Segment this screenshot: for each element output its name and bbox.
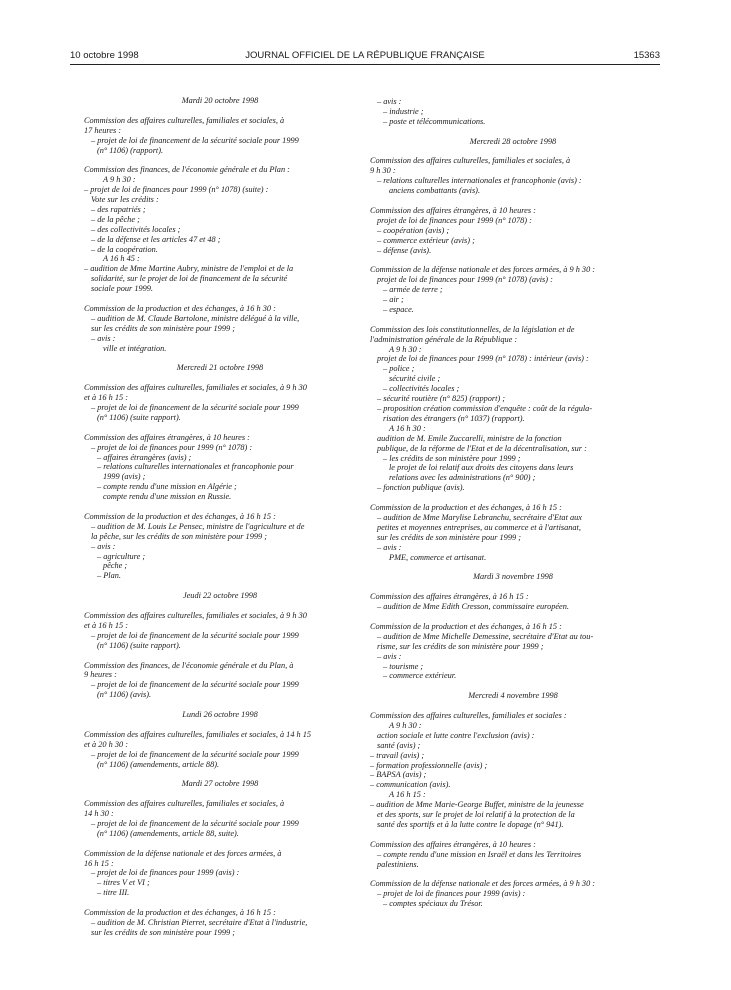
agenda-line: Commission des affaires culturelles, familiales et sociales, à 14 h 15 — [84, 729, 312, 739]
agenda-line: – communication (avis). — [370, 780, 451, 790]
journal-title: JOURNAL OFFICIEL DE LA RÉPUBLIQUE FRANÇAISE — [245, 50, 485, 61]
agenda-line: – audition de Mme Marie-George Buffet, ministre de la jeunesse — [370, 800, 584, 810]
left-column — [84, 96, 356, 938]
date-heading: Jeudi 22 octobre 1998 — [182, 591, 258, 601]
agenda-line: publique, de la réforme de l'Etat et de la décentralisation, sur : — [377, 443, 587, 453]
header-rule — [70, 64, 660, 65]
agenda-line: – commerce extérieur (avis) ; — [377, 235, 475, 245]
date-heading: Mardi 3 novembre 1998 — [473, 572, 553, 582]
agenda-line: – BAPSA (avis) ; — [370, 770, 427, 780]
spacer — [84, 651, 356, 661]
agenda-line: A 9 h 30 : — [389, 720, 422, 730]
agenda-line: – industrie ; — [383, 106, 424, 116]
date-heading: Mardi 20 octobre 1998 — [181, 96, 259, 105]
agenda-line: – projet de loi de finances pour 1999 (avis) : — [377, 889, 526, 899]
agenda-line: et à 16 h 15 : — [84, 620, 129, 630]
agenda-line: Commission des affaires culturelles, familiales et sociales : — [370, 711, 567, 721]
agenda-line: – proposition création commission d'enquête : coût de la régula- — [377, 404, 593, 414]
agenda-line: A 16 h 45 : — [103, 254, 140, 264]
agenda-line: Commission des affaires culturelles, familiales et sociales, à — [84, 115, 285, 125]
agenda-line: 14 h 30 : — [84, 809, 114, 819]
agenda-line: A 16 h 15 : — [389, 790, 426, 800]
agenda-line: – défense (avis). — [377, 245, 432, 255]
agenda-line: projet de loi de finances pour 1999 (n° 1078) : — [377, 215, 532, 225]
agenda-line: A 16 h 30 : — [389, 423, 426, 433]
agenda-line: – audition de M. Louis Le Pensec, ministre de l'agriculture et de — [91, 521, 305, 531]
agenda-line: – audition de Mme Michelle Demessine, secrétaire d'Etat au tou- — [377, 631, 594, 641]
agenda-line: santé des sportifs et à la lutte contre le dopage (n° 941). — [377, 819, 564, 829]
agenda-line: – avis : — [91, 541, 116, 551]
agenda-line: 16 h 15 : — [84, 858, 114, 868]
spacer — [370, 255, 656, 265]
agenda-line: – air ; — [383, 295, 404, 305]
agenda-line: Commission de la production et des échanges, à 16 h 15 : — [84, 511, 276, 521]
agenda-line: Vote sur les crédits : — [91, 195, 159, 205]
agenda-line: 9 h 30 : — [370, 166, 396, 176]
agenda-line: – compte rendu d'une mission en Algérie ; — [97, 482, 237, 492]
agenda-line: sociale pour 1999. — [91, 284, 153, 294]
agenda-line: – poste et télécommunications. — [383, 116, 486, 126]
agenda-line: – avis : — [377, 542, 402, 552]
spacer — [370, 147, 656, 157]
agenda-line: action sociale et lutte contre l'exclusion (avis) : — [377, 730, 535, 740]
spacer — [84, 294, 356, 304]
page-number: 15363 — [633, 50, 660, 61]
spacer — [84, 502, 356, 512]
agenda-line: et à 20 h 30 : — [84, 739, 129, 749]
spacer — [84, 720, 356, 730]
agenda-line: – projet de loi de financement de la sécurité sociale pour 1999 — [91, 135, 299, 145]
agenda-line: – avis : — [377, 651, 402, 661]
agenda-line: – armée de terre ; — [383, 285, 443, 295]
agenda-line: – coopération (avis) ; — [377, 225, 450, 235]
agenda-line: Commission des affaires étrangères, à 16 h 15 : — [370, 592, 529, 602]
agenda-line: et à 16 h 15 : — [84, 393, 129, 403]
agenda-line: 17 heures : — [84, 125, 122, 135]
spacer — [84, 155, 356, 165]
agenda-line: Commission de la production et des échanges, à 16 h 15 : — [370, 621, 562, 631]
spacer — [84, 601, 356, 611]
agenda-line: – audition de Mme Marylise Lebranchu, secrétaire d'Etat aux — [377, 512, 582, 522]
agenda-line: – de la coopération. — [91, 244, 158, 254]
agenda-line: Commission des affaires étrangères, à 10 heures : — [370, 839, 536, 849]
agenda-line: projet de loi de finances pour 1999 (n° 1078) (avis) : — [377, 275, 553, 285]
issue-date: 10 octobre 1998 — [70, 50, 139, 61]
spacer — [370, 493, 656, 503]
agenda-line: Commission de la défense nationale et des forces armées, à 9 h 30 : — [370, 265, 596, 275]
agenda-line: – avis : — [91, 333, 116, 343]
date-heading: Mercredi 28 octobre 1998 — [469, 136, 557, 146]
agenda-line: – des collectivités locales ; — [91, 224, 181, 234]
spacer — [84, 354, 356, 364]
agenda-line: projet de loi de finances pour 1999 (n° 1078) : intérieur (avis) : — [377, 354, 589, 364]
agenda-line: Commission des lois constitutionnelles, de la législation et de — [370, 324, 575, 334]
agenda-line: – formation professionnelle (avis) ; — [370, 760, 488, 770]
agenda-line: solidarité, sur le projet de loi de financement de la sécurité — [91, 274, 288, 284]
agenda-line: – titre III. — [97, 888, 130, 898]
agenda-line: sécurité civile ; — [389, 374, 441, 384]
agenda-line: – audition de M. Christian Pierret, secrétaire d'Etat à l'industrie, — [91, 917, 308, 927]
date-heading: Mardi 27 octobre 1998 — [181, 779, 259, 789]
spacer — [84, 789, 356, 799]
agenda-line: compte rendu d'une mission en Russie. — [103, 492, 232, 502]
agenda-line: – travail (avis) ; — [370, 750, 425, 760]
spacer — [370, 315, 656, 325]
agenda-line: risation des étrangers (n° 1037) (rapport). — [383, 413, 525, 423]
agenda-line: – les crédits de son ministère pour 1999 ; — [383, 453, 521, 463]
agenda-line: risme, sur les crédits de son ministère pour 1999 ; — [377, 641, 544, 651]
spacer — [84, 373, 356, 383]
agenda-line: – projet de loi de finances pour 1999 (avis) : — [91, 868, 240, 878]
agenda-line: – sécurité routière (n° 825) (rapport) ; — [377, 394, 506, 404]
agenda-line: sur les crédits de son ministère pour 1999 ; — [91, 323, 235, 333]
agenda-line: relations avec les administrations (n° 900) ; — [389, 473, 536, 483]
agenda-line: – avis : — [377, 97, 402, 106]
agenda-line: Commission des affaires étrangères, à 10 heures : — [84, 432, 250, 442]
agenda-line: – audition de M. Claude Bartolone, ministre délégué à la ville, — [91, 313, 300, 323]
agenda-line: l'administration générale de la République : — [370, 334, 518, 344]
agenda-line: – audition de Mme Martine Aubry, ministre de l'emploi et de la — [84, 264, 294, 274]
spacer — [370, 830, 656, 840]
agenda-line: – fonction publique (avis). — [377, 483, 465, 493]
agenda-line: – tourisme ; — [383, 661, 424, 671]
agenda-line: PME, commerce et artisanat. — [389, 552, 487, 562]
agenda-line: Commission de la production et des échanges, à 16 h 15 : — [370, 503, 562, 513]
agenda-line: (n° 1106) (amendements, article 88, suite). — [97, 828, 239, 838]
agenda-line: audition de M. Emile Zuccarelli, ministre de la fonction — [377, 433, 562, 443]
agenda-line: – compte rendu d'une mission en Israël et dans les Territoires — [377, 849, 582, 859]
date-heading: Mercredi 4 novembre 1998 — [468, 691, 558, 701]
agenda-line: ville et intégration. — [103, 343, 167, 353]
spacer — [370, 612, 656, 622]
spacer — [84, 839, 356, 849]
agenda-line: petites et moyennes entreprises, au commerce et à l'artisanat, — [377, 522, 581, 532]
agenda-line: (n° 1106) (suite rapport). — [97, 412, 181, 422]
agenda-line: Commission de la défense nationale et des forces armées, à 9 h 30 : — [370, 879, 596, 889]
agenda-line: – relations culturelles internationales et francophonie (avis) : — [377, 176, 582, 186]
agenda-line: – projet de loi de finances pour 1999 (n° 1078) (suite) : — [84, 185, 269, 195]
agenda-line: – de la pêche ; — [91, 214, 140, 224]
agenda-line: Commission de la production et des échanges, à 16 h 30 : — [84, 303, 276, 313]
agenda-line: (n° 1106) (rapport). — [97, 145, 164, 155]
agenda-line: – projet de loi de financement de la sécurité sociale pour 1999 — [91, 630, 299, 640]
page-header — [70, 50, 660, 64]
agenda-line: – projet de loi de financement de la sécurité sociale pour 1999 — [91, 680, 299, 690]
agenda-line: (n° 1106) (avis). — [97, 690, 152, 700]
agenda-line: anciens combattants (avis). — [389, 186, 481, 196]
agenda-line: – collectivités locales ; — [383, 384, 460, 394]
agenda-line: 1999 (avis) ; — [103, 472, 146, 482]
agenda-line: Commission des finances, de l'économie générale et du Plan : — [84, 165, 290, 175]
spacer — [370, 701, 656, 711]
agenda-line: – de la défense et les articles 47 et 48 ; — [91, 234, 221, 244]
spacer — [370, 127, 656, 137]
agenda-line: A 9 h 30 : — [389, 344, 422, 354]
spacer — [370, 563, 656, 573]
agenda-line: sur les crédits de son ministère pour 1999 ; — [91, 927, 235, 937]
agenda-line: Commission des affaires étrangères, à 10 heures : — [370, 205, 536, 215]
agenda-line: – des rapatriés ; — [91, 204, 146, 214]
spacer — [84, 769, 356, 779]
agenda-line: – affaires étrangères (avis) ; — [97, 452, 192, 462]
spacer — [84, 423, 356, 433]
spacer — [84, 898, 356, 908]
agenda-line: – projet de loi de financement de la sécurité sociale pour 1999 — [91, 403, 299, 413]
agenda-line: A 9 h 30 : — [103, 175, 136, 185]
spacer — [370, 681, 656, 691]
spacer — [84, 106, 356, 116]
spacer — [84, 700, 356, 710]
agenda-line: – police ; — [383, 364, 415, 374]
agenda-line: – agriculture ; — [97, 551, 146, 561]
agenda-line: et des sports, sur le projet de loi relatif à la protection de la — [377, 810, 575, 820]
spacer — [370, 870, 656, 880]
agenda-line: palestiniens. — [377, 859, 419, 869]
agenda-line: Commission de la défense nationale et des forces armées, à — [84, 848, 282, 858]
agenda-line: sur les crédits de son ministère pour 1999 ; — [377, 532, 521, 542]
agenda-line: (n° 1106) (amendements, article 88). — [97, 759, 220, 769]
agenda-line: (n° 1106) (suite rapport). — [97, 640, 181, 650]
spacer — [370, 582, 656, 592]
agenda-line: Commission des affaires culturelles, familiales et sociales, à 9 h 30 — [84, 383, 307, 393]
date-heading: Lundi 26 octobre 1998 — [182, 710, 258, 720]
spacer — [370, 196, 656, 206]
agenda-line: pêche ; — [103, 561, 128, 571]
agenda-line: Commission des affaires culturelles, familiales et sociales, à — [370, 156, 571, 166]
agenda-line: la pêche, sur les crédits de son ministère pour 1999 ; — [91, 531, 267, 541]
agenda-line: – comptes spéciaux du Trésor. — [383, 899, 483, 909]
agenda-line: – projet de loi de financement de la sécurité sociale pour 1999 — [91, 818, 299, 828]
agenda-line: Commission des affaires culturelles, familiales et sociales, à — [84, 799, 285, 809]
agenda-line: – projet de loi de finances pour 1999 (n° 1078) : — [91, 442, 253, 452]
date-heading: Mercredi 21 octobre 1998 — [176, 363, 264, 373]
agenda-line: – titres V et VI ; — [97, 878, 150, 888]
agenda-line: Commission des finances, de l'économie générale et du Plan, à — [84, 660, 294, 670]
agenda-line: Commission de la production et des échanges, à 16 h 15 : — [84, 908, 276, 918]
right-column — [370, 97, 656, 909]
agenda-line: – commerce extérieur. — [383, 671, 457, 681]
agenda-line: le projet de loi relatif aux droits des citoyens dans leurs — [389, 463, 574, 473]
agenda-line: – projet de loi de financement de la sécurité sociale pour 1999 — [91, 749, 299, 759]
agenda-line: santé (avis) ; — [377, 740, 421, 750]
agenda-line: – relations culturelles internationales et francophonie pour — [97, 462, 294, 472]
spacer — [84, 581, 356, 591]
agenda-line: 9 heures : — [84, 670, 117, 680]
agenda-line: – Plan. — [97, 571, 121, 581]
agenda-line: – espace. — [383, 304, 414, 314]
agenda-line: Commission des affaires culturelles, familiales et sociales, à 9 h 30 — [84, 610, 307, 620]
agenda-line: – audition de Mme Edith Cresson, commissaire européen. — [377, 602, 569, 612]
